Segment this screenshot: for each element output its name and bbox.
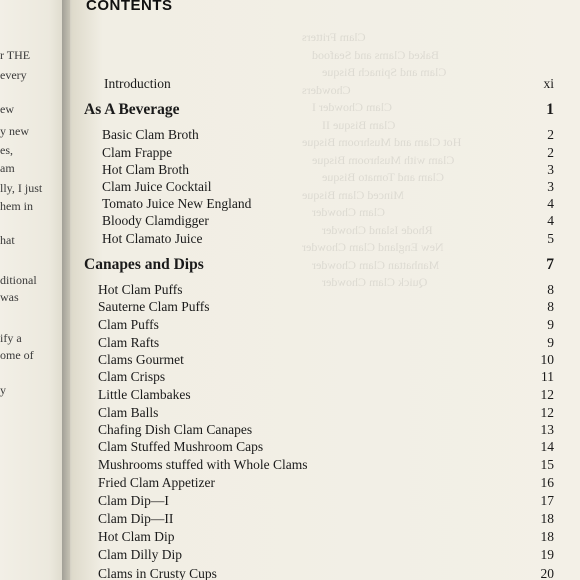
left-page-text-fragment: y (0, 383, 6, 397)
toc-page-number: 11 (541, 369, 554, 384)
left-page-text-fragment: ify a (0, 331, 22, 345)
toc-entry (72, 126, 580, 144)
left-page-text-fragment: hat (0, 233, 15, 247)
toc-entry (72, 334, 580, 352)
toc-entry (72, 144, 580, 162)
toc-entry (72, 351, 580, 369)
toc-entry (72, 438, 580, 456)
toc-entry (72, 281, 580, 299)
toc-label: Clam Dip—I (98, 493, 169, 508)
toc-entry (72, 404, 580, 422)
toc-entry (72, 298, 580, 316)
bleed-through-line: Manhattan Clam Chowder (312, 257, 440, 272)
toc-label: Clams Gourmet (98, 352, 184, 367)
left-page-text-fragment: r THE (0, 48, 31, 62)
toc-page-number: 17 (540, 493, 554, 508)
toc-page-number: 18 (540, 511, 554, 526)
left-page-text-fragment: ditional (0, 273, 37, 287)
bleed-through-line: Clam and Spinach Bisque (322, 65, 447, 79)
toc-label: Bloody Clamdigger (102, 213, 209, 228)
toc-page-number: 7 (546, 256, 554, 273)
toc-page-number: 4 (547, 196, 554, 211)
toc-label: Hot Clam Dip (98, 529, 175, 544)
toc-page-number: 2 (547, 145, 554, 160)
toc-entry (72, 178, 580, 196)
left-page (0, 0, 70, 580)
toc-page-number: 9 (547, 317, 554, 332)
toc-page-number: 20 (540, 566, 554, 580)
left-page-text-fragment: am (0, 161, 15, 175)
toc-label: Chafing Dish Clam Canapes (98, 422, 253, 437)
toc-label: Clam Puffs (98, 317, 159, 332)
bleed-through-line: Hot Clam and Mushroom Bisque (302, 135, 462, 149)
page-title: CONTENTS (86, 0, 173, 14)
toc-section (72, 256, 580, 274)
bleed-through-line: Minced Clam Bisque (302, 187, 404, 202)
toc-label: Hot Clamato Juice (102, 231, 203, 246)
bleed-through-line: Quick Clam Chowder (322, 275, 428, 289)
toc-page-number: 1 (546, 101, 554, 118)
left-page-text-fragment: was (0, 290, 19, 304)
toc-label: Canapes and Dips (84, 256, 204, 273)
toc-page-number: 14 (540, 439, 554, 454)
toc-page-number: 18 (540, 529, 554, 544)
toc-entry (72, 456, 580, 474)
toc-entry (72, 492, 580, 510)
toc-label: Tomato Juice New England (102, 196, 252, 211)
toc-entry (72, 230, 580, 248)
toc-label: Mushrooms stuffed with Whole Clams (98, 457, 308, 472)
bleed-through-line: Clam Fritters (302, 30, 366, 44)
toc-page-number: 5 (547, 231, 554, 246)
bleed-through-line: Chowders (302, 82, 351, 97)
toc-page-number: 10 (540, 352, 554, 367)
left-page-text-fragment: lly, I just (0, 181, 43, 195)
toc-label: Little Clambakes (98, 387, 191, 402)
toc-label: Basic Clam Broth (102, 127, 199, 142)
toc-label: Hot Clam Puffs (98, 282, 183, 297)
toc-entry (72, 510, 580, 528)
toc-page-number: 12 (540, 405, 554, 420)
toc-page-number: 8 (547, 282, 554, 297)
toc-label: Clam Frappe (102, 145, 173, 160)
toc-page-number: xi (543, 76, 554, 91)
bleed-through-line: Clam Chowder I (312, 100, 392, 114)
toc-entry (72, 161, 580, 179)
bleed-through-line: Clam and Tomato Bisque (322, 170, 444, 184)
toc-label: Clam Stuffed Mushroom Caps (98, 439, 264, 454)
toc-page-number: 3 (547, 179, 554, 194)
toc-entry (72, 212, 580, 230)
toc-entry (72, 368, 580, 386)
toc-page-number: 2 (547, 127, 554, 142)
toc-entry (72, 316, 580, 334)
toc-entry (72, 75, 580, 93)
toc-page-number: 12 (540, 387, 554, 402)
bleed-through-line: Baked Clams and Seafood (312, 47, 439, 62)
toc-label: Clam Juice Cocktail (102, 179, 212, 194)
toc-page-number: 4 (547, 213, 554, 228)
bleed-through-line: Clam Bisque II (322, 117, 396, 132)
left-page-text-fragment: ew (0, 102, 14, 116)
toc-page-number: 13 (540, 422, 554, 437)
toc-label: Clam Balls (98, 405, 159, 420)
toc-section (72, 101, 580, 119)
toc-label: Hot Clam Broth (102, 162, 189, 177)
left-page-text-fragment: y new (0, 124, 29, 138)
right-page (72, 0, 580, 580)
bleed-through-line: Rhode Island Chowder (322, 222, 433, 237)
toc-label: As A Beverage (84, 101, 180, 118)
toc-page-number: 16 (540, 475, 554, 490)
toc-label: Introduction (104, 76, 171, 91)
toc-page-number: 15 (540, 457, 554, 472)
toc-entry (72, 528, 580, 546)
bleed-through-line: Clam with Mushroom Bisque (312, 152, 455, 167)
left-page-text-fragment: es, (0, 143, 13, 157)
bleed-through-line: New England Clam Chowder (302, 240, 444, 254)
bleed-through-line: Clam Chowder (312, 205, 385, 219)
toc-entry (72, 421, 580, 439)
left-page-text-fragment: every (0, 68, 27, 82)
toc-page-number: 9 (547, 335, 554, 350)
toc-entry (72, 195, 580, 213)
toc-page-number: 3 (547, 162, 554, 177)
toc-entry (72, 546, 580, 564)
toc-page-number: 19 (540, 547, 554, 562)
left-page-text-fragment: ome of (0, 348, 34, 362)
toc-entry (72, 565, 580, 580)
toc-entry (72, 386, 580, 404)
toc-label: Clams in Crusty Cups (98, 566, 217, 580)
toc-label: Sauterne Clam Puffs (98, 299, 210, 314)
toc-entry (72, 474, 580, 492)
toc-label: Clam Dilly Dip (98, 547, 182, 562)
toc-label: Clam Dip—II (98, 511, 174, 526)
left-page-text-fragment: hem in (0, 199, 33, 213)
toc-page-number: 8 (547, 299, 554, 314)
toc-label: Clam Crisps (98, 369, 166, 384)
toc-label: Clam Rafts (98, 335, 160, 350)
toc-label: Fried Clam Appetizer (98, 475, 215, 490)
